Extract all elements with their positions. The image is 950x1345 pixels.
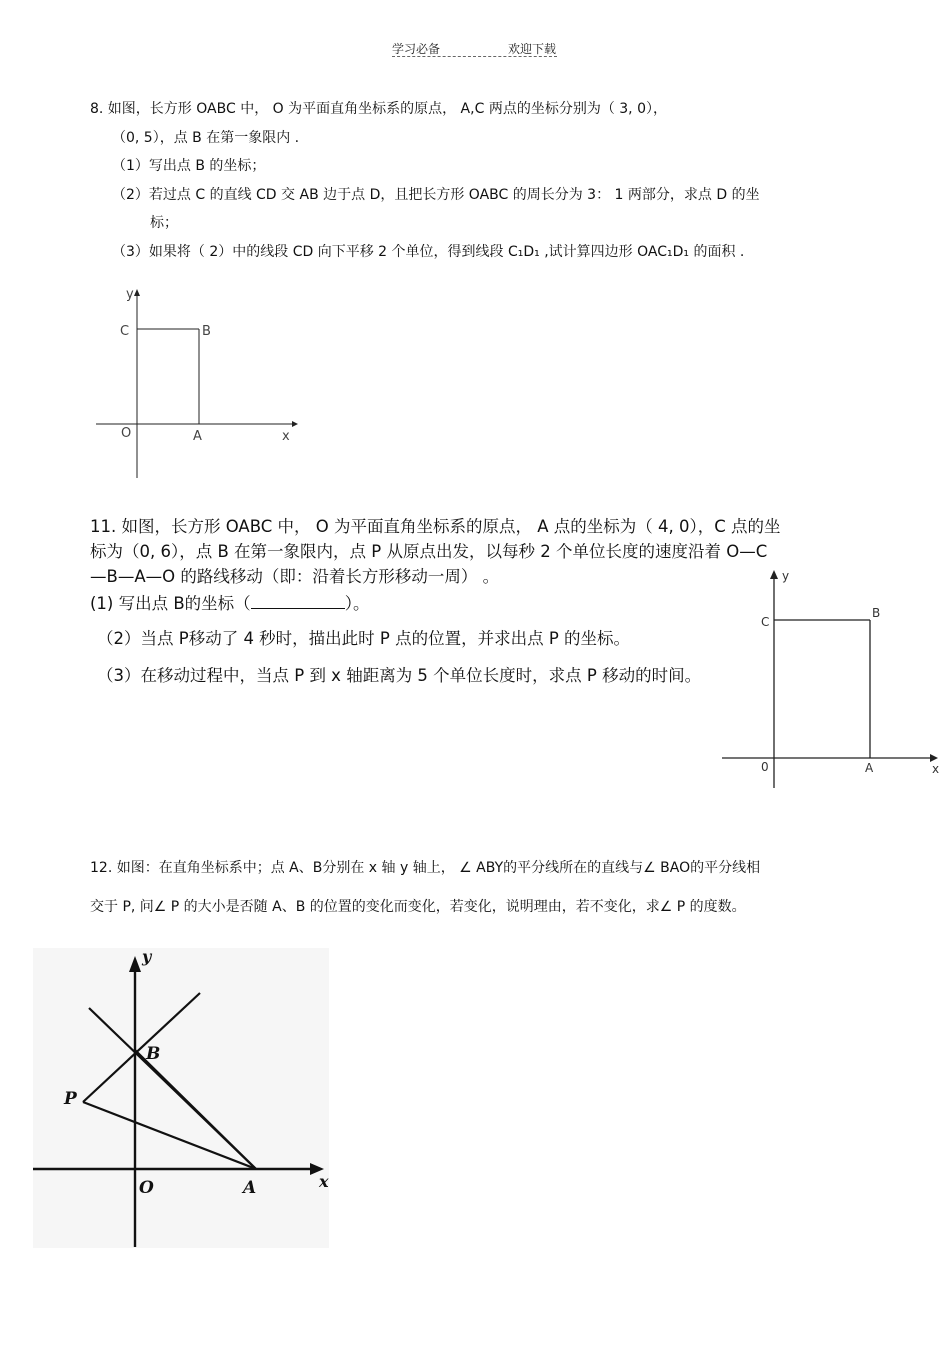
q12-label-o: O xyxy=(139,1178,154,1198)
q12-label-y: y xyxy=(142,947,152,966)
q11-line-4-start: (1) 写出点 B的坐标（ xyxy=(90,594,251,613)
q11-line-2: 标为（0, 6），点 B 在第一象限内，点 P 从原点出发，以每秒 2 个单位长度的速度沿着 O—C xyxy=(90,542,768,561)
q12-bisector-b xyxy=(83,993,200,1102)
q11-line-1: 11. 如图，长方形 OABC 中， O 为平面直角坐标系的原点， A 点的坐标为（ 4, 0），C 点的坐 xyxy=(90,517,781,536)
q11-label-b: B xyxy=(872,606,881,620)
q12-label-p: P xyxy=(64,1089,77,1109)
q12-label-a: A xyxy=(243,1178,257,1198)
q12-line-2: 交于 P, 问∠ P 的大小是否随 A、B 的位置的变化而变化，若变化，说明理由，若不变化，求∠ P 的度数。 xyxy=(90,899,746,915)
q12-y-arrow-icon xyxy=(129,956,141,972)
q8-line-5: 标； xyxy=(150,215,178,231)
q8-label-c: C xyxy=(120,324,130,339)
q11-label-o: 0 xyxy=(761,760,769,774)
q11-line-5: （2）当点 P移动了 4 秒时，描出此时 P 点的位置，并求出点 P 的坐标。 xyxy=(97,629,631,648)
q8-label-a: A xyxy=(193,429,202,444)
q11-label-c: C xyxy=(761,615,770,629)
q11-label-a: A xyxy=(865,761,874,775)
q8-label-y: y xyxy=(126,287,134,302)
q11-line-6: （3）在移动过程中，当点 P 到 x 轴距离为 5 个单位长度时，求点 P 移动的时间。 xyxy=(97,666,702,685)
q8-line-2: （0, 5），点 B 在第一象限内 . xyxy=(112,130,300,146)
q8-label-x: x xyxy=(282,429,290,444)
header-left: 学习必备 xyxy=(392,42,441,56)
q12-label-x: x xyxy=(319,1172,329,1191)
header-right: 欢迎下载 xyxy=(508,42,557,56)
q8-line-3: （1）写出点 B 的坐标； xyxy=(112,158,266,174)
q8-line-1: 8. 如图，长方形 OABC 中， O 为平面直角坐标系的原点， A,C 两点的坐标分别为（ 3, 0）， xyxy=(90,101,667,117)
q12-label-b: B xyxy=(146,1044,161,1064)
q8-label-b: B xyxy=(202,324,211,339)
q11-label-y: y xyxy=(782,569,790,583)
q8-line-4: （2）若过点 C 的直线 CD 交 AB 边于点 D，且把长方形 OABC 的周长分为 3： 1 两部分，求点 D 的坐 xyxy=(112,187,760,203)
q12-line-upper xyxy=(89,1008,256,1169)
q11-line-4-end: ）。 xyxy=(344,594,370,613)
q12-line-1: 12. 如图：在直角坐标系中；点 A、B分别在 x 轴 y 轴上， ∠ ABY的平分线所在的直线与∠ BAO的平分线相 xyxy=(90,860,761,876)
q12-bisector-a xyxy=(83,1102,256,1169)
q11-line-3: —B—A—O 的路线移动（即：沿着长方形移动一周） 。 xyxy=(90,567,500,586)
q8-line-6: （3）如果将（ 2）中的线段 CD 向下平移 2 个单位，得到线段 C₁D₁ ,试计算四边形 OAC₁D₁ 的面积 . xyxy=(112,244,745,260)
q8-label-o: O xyxy=(121,426,132,441)
q11-label-x: x xyxy=(932,762,940,776)
